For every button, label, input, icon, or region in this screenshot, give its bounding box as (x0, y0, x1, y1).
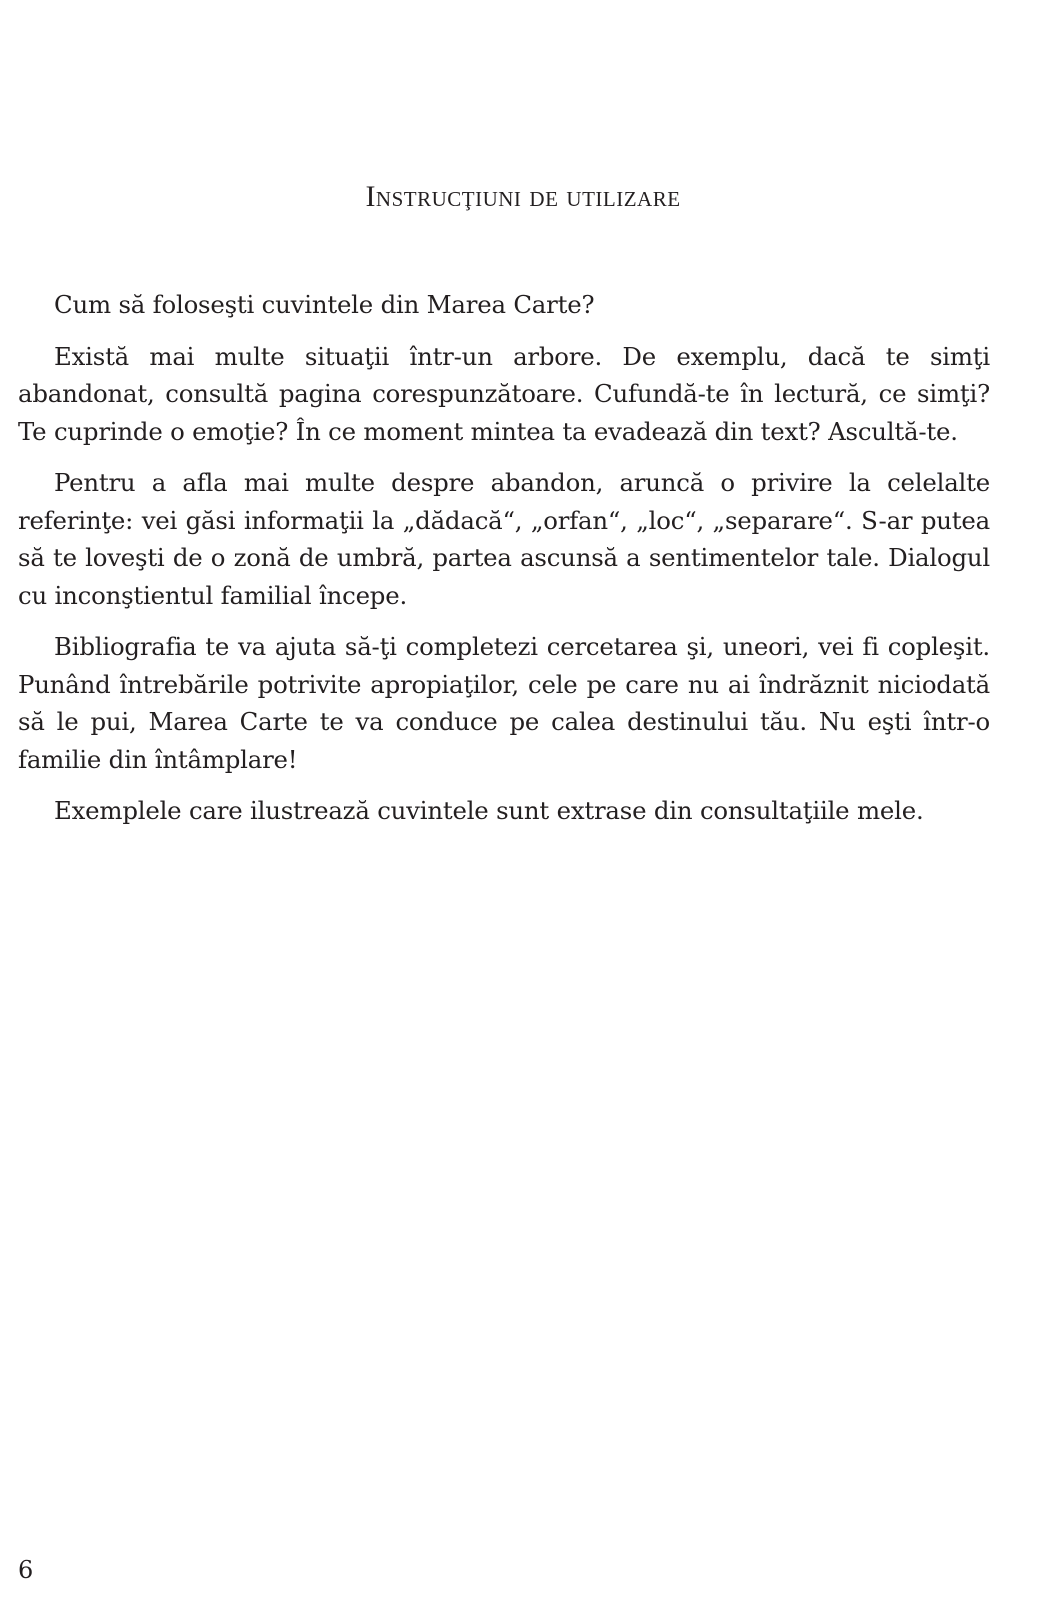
paragraph-references: Pentru a afla mai multe despre abandon, aruncă o privire la celelalte referinţe: vei găsi informaţii la „dădacă“, „orfan“, „loc“, „separare“. S-ar putea să te loveşti de o zonă de umbră, partea ascunsă a sentimentelor tale. Dialogul cu inconştientul familial începe. (18, 468, 990, 610)
paragraph-question: Cum să foloseşti cuvintele din Marea Carte? (54, 290, 595, 319)
chapter-title: Instrucţiuni de utilizare (365, 180, 681, 213)
paragraph-examples: Exemplele care ilustrează cuvintele sunt extrase din consultaţiile mele. (54, 796, 924, 825)
paragraph-situations: Există mai multe situaţii într-un arbore. De exemplu, dacă te simţi abandonat, consultă pagina corespunzătoare. Cufundă-te în lectură, ce simţi? Te cuprinde o emoţie? În ce moment mintea ta evadează din text? Ascultă-te. (18, 341, 990, 446)
page-number: 6 (18, 1556, 34, 1584)
paragraph-bibliography: Bibliografia te va ajuta să-ţi completezi cercetarea şi, uneori, vei fi copleşit. Punând întrebările potrivite apropiaţilor, cele pe care nu ai îndrăznit niciodată să le pui, Marea Carte te va conduce pe calea destinului tău. Nu eşti într-o familie din întâmplare! (18, 632, 990, 774)
body-text (18, 286, 990, 844)
